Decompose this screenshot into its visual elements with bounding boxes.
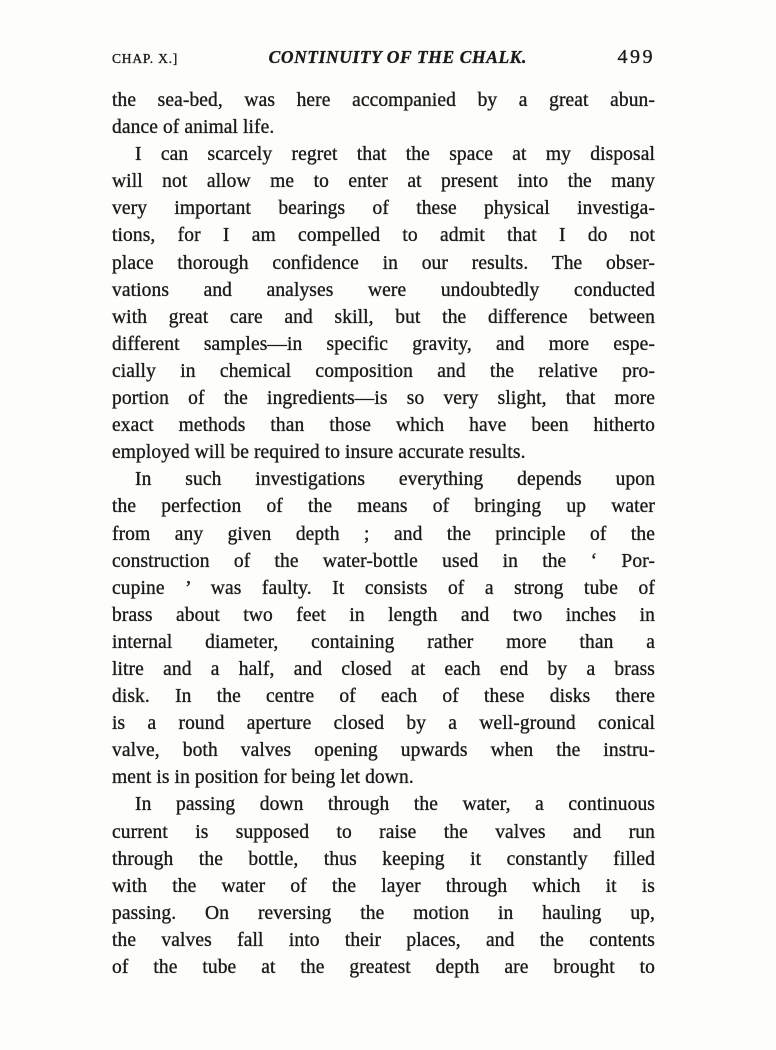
paragraph <box>112 466 655 791</box>
text-line: current is supposed to raise the valves and run <box>112 821 655 843</box>
text-line: internal diameter, containing rather more than a <box>112 631 655 653</box>
text-line: from any given depth ; and the principle of the <box>112 523 655 545</box>
text-line: the perfection of the means of bringing up water <box>112 496 655 518</box>
text-line: litre and a half, and closed at each end by a brass <box>112 658 655 680</box>
text-line: through the bottle, thus keeping it constantly filled <box>112 848 655 870</box>
text-line: with great care and skill, but the difference between <box>112 306 655 328</box>
text-line: dance of animal life. <box>112 117 275 139</box>
text-line: employed will be required to insure accurate results. <box>112 442 526 464</box>
text-line: is a round aperture closed by a well-ground conical <box>112 713 655 735</box>
paragraph <box>112 141 655 466</box>
text-line: different samples—in specific gravity, and more espe- <box>112 333 655 355</box>
text-line: disk. In the centre of each of these disks there <box>112 686 655 708</box>
text-line: the sea-bed, was here accompanied by a great abun- <box>112 90 655 111</box>
text-block <box>112 87 655 981</box>
text-line: brass about two feet in length and two inches in <box>112 604 655 626</box>
text-line: cupine ’ was faulty. It consists of a strong tube of <box>112 577 655 599</box>
page-content <box>112 46 655 981</box>
text-line: very important bearings of these physical investiga- <box>112 198 655 220</box>
text-line: cially in chemical composition and the relative pro- <box>112 360 655 382</box>
text-line: construction of the water-bottle used in the ‘ Por- <box>112 550 655 572</box>
paragraph <box>112 791 655 981</box>
text-line: place thorough confidence in our results. The obser- <box>112 252 655 274</box>
text-line: passing. On reversing the motion in hauling up, <box>112 902 655 924</box>
running-title: CONTINUITY OF THE CHALK. <box>268 47 528 67</box>
page-number: 499 <box>617 46 655 68</box>
text-line: tions, for I am compelled to admit that I do not <box>112 225 655 247</box>
text-line: with the water of the layer through which it is <box>112 875 655 897</box>
text-line: valve, both valves opening upwards when the instru- <box>112 740 655 762</box>
page-header <box>112 46 655 68</box>
text-line: ment is in position for being let down. <box>112 767 414 789</box>
text-line: the valves fall into their places, and the contents <box>112 929 655 951</box>
text-line: portion of the ingredients—is so very slight, that more <box>112 388 655 410</box>
text-line: vations and analyses were undoubtedly conducted <box>112 279 655 301</box>
text-line: of the tube at the greatest depth are brought to <box>112 957 655 978</box>
text-line: In such investigations everything depends upon <box>135 469 655 491</box>
text-line: exact methods than those which have been hitherto <box>112 415 655 437</box>
text-line: I can scarcely regret that the space at my disposal <box>135 144 655 166</box>
paragraph <box>112 87 655 141</box>
text-line: In passing down through the water, a continuous <box>135 794 655 816</box>
chapter-label: CHAP. X.] <box>112 51 179 66</box>
text-line: will not allow me to enter at present into the many <box>112 171 655 193</box>
